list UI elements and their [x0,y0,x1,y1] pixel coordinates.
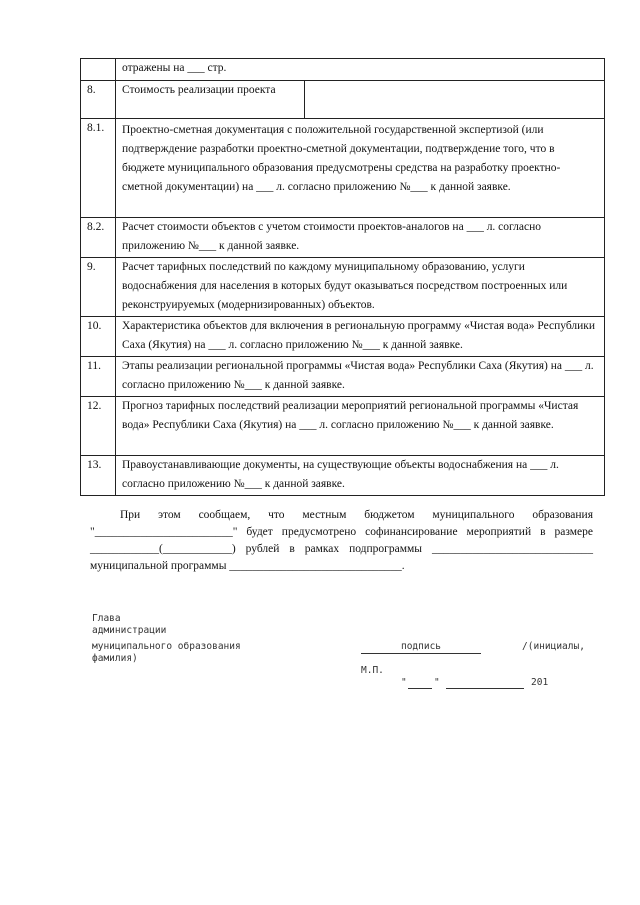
value-cell [305,81,604,118]
paragraph-text: При этом сообщаем, что местным бюджетом муниципального образования "________________________" будет предусмотрено софинансирование мероприятий в размере ____________(____________) рублей в рамках подпрограммы ____________________________ муниципальной программы ______________________________. [90,509,593,572]
row-number: 12. [81,397,116,456]
initials-label: /(инициалы, [522,641,585,652]
table-row [81,317,605,357]
row-number: 8.1. [81,119,116,218]
date-day-blank [408,688,432,689]
table-row [81,119,605,218]
signature-line [361,641,481,654]
signature-title-line3: муниципального образования [92,641,241,652]
signature-title-line2: администрации [92,625,167,636]
date-year: 201 [531,677,549,688]
row-number: 8. [81,81,116,119]
cofinancing-paragraph [90,507,593,575]
row-number: 10. [81,317,116,357]
row-text: отражены на ___ стр. [116,59,605,81]
row-number: 9. [81,258,116,317]
row-text: Расчет стоимости объектов с учетом стоимости проектов-аналогов на ___ л. согласно приложению №___ к данной заявке. [116,218,605,258]
row-text: Стоимость реализации проекта [116,81,305,118]
table-row [81,81,605,119]
signature-title-line4: фамилия) [92,653,138,664]
row-text: Этапы реализации региональной программы «Чистая вода» Республики Саха (Якутия) на ___ л. согласно приложению №___ к данной заявке. [116,357,605,397]
table-row [81,59,605,81]
row-text: Проектно-сметная документация с положительной государственной экспертизой (или подтверждение разработки проектно-сметной документации, подтверждение того, что в бюджете муниципального образования предусмотрены средства на разработку проектно-сметной документации) на ___ л. согласно приложению №___ к данной заявке. [116,119,605,218]
date-quote-open: " [401,677,407,688]
date-quote-close: " [434,677,440,688]
row-number [81,59,116,81]
signature-label: подпись [400,641,442,652]
row-number: 11. [81,357,116,397]
table-row [81,357,605,397]
row-text: Прогноз тарифных последствий реализации мероприятий региональной программы «Чистая вода» Республики Саха (Якутия) на ___ л. согласно приложению №___ к данной заявке. [116,397,605,456]
table-row [81,218,605,258]
stamp-label: М.П. [361,665,384,676]
table-row [81,258,605,317]
table-row [81,397,605,456]
application-table [80,58,605,496]
row-number: 13. [81,456,116,496]
signature-title-line1: Глава [92,613,121,624]
row-number: 8.2. [81,218,116,258]
row-text: Расчет тарифных последствий по каждому муниципальному образованию, услуги водоснабжения для населения в которых будут оказываться посредством построенных или реконструируемых (модернизированных) объектов. [116,258,605,317]
date-month-blank [446,688,524,689]
row-text: Характеристика объектов для включения в региональную программу «Чистая вода» Республики Саха (Якутия) на ___ л. согласно приложению №___ к данной заявке. [116,317,605,357]
row-text: Правоустанавливающие документы, на существующие объекты водоснабжения на ___ л. согласно приложению №___ к данной заявке. [116,456,605,496]
table-row [81,456,605,496]
